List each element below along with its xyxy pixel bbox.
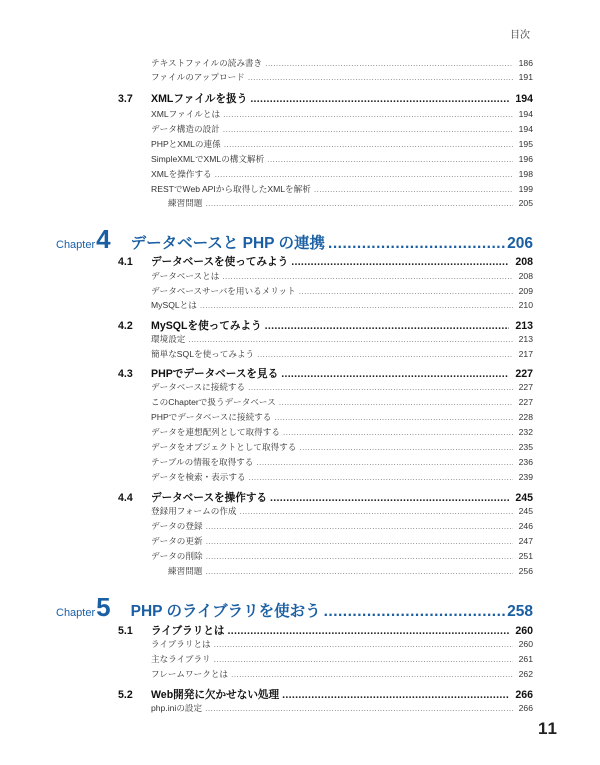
toc-subsection-entry[interactable] [151,411,533,423]
dot-leader [265,320,509,332]
subsection-title: XMLを操作する [151,169,212,179]
toc-chapter-entry[interactable] [56,594,533,621]
toc-subsection-entry[interactable] [151,183,533,195]
toc-section-entry[interactable] [118,687,533,702]
toc-subsection-entry[interactable] [151,520,533,532]
toc-page-number: 213 [515,320,533,332]
dot-leader [281,368,509,380]
chapter-number: 4 [96,224,111,254]
section-title: Web開発に欠かせない処理 [151,689,280,701]
toc-page-number: 194 [518,124,533,134]
toc-page-number: 256 [518,566,533,576]
toc-subsection-entry[interactable] [151,57,533,69]
toc-page-number: 247 [518,536,533,546]
dot-leader [205,566,513,576]
dot-leader [249,472,513,482]
toc-page-number: 261 [518,654,533,664]
subsection-title: データ構造の設計 [151,124,220,134]
toc-page-number: 251 [518,551,533,561]
toc-subsection-entry[interactable] [151,123,533,135]
toc-exercise-entry[interactable] [168,197,533,209]
section-number: 5.2 [118,689,133,701]
toc-page-number: 198 [518,169,533,179]
toc-page-number: 266 [518,703,533,713]
subsection-title: 練習問題 [168,566,203,576]
toc-page-number: 236 [518,457,533,467]
toc-subsection-entry[interactable] [151,348,533,360]
subsection-title: データを連想配列として取得する [151,427,280,437]
toc-page-number: 205 [518,198,533,208]
subsection-title: このChapterで扱うデータベース [151,397,276,407]
subsection-title: RESTでWeb APIから取得したXMLを解析 [151,184,311,194]
section-number: 4.3 [118,368,133,380]
dot-leader [250,93,509,105]
dot-leader [188,334,513,344]
page-number: 11 [538,719,558,738]
section-number: 4.4 [118,492,133,504]
chapter-title: PHP のライブラリを使おう [130,603,321,620]
dot-leader [214,654,513,664]
dot-leader [214,639,513,649]
dot-leader [328,235,505,253]
subsection-title: PHPでデータベースに接続する [151,412,272,422]
dot-leader [299,442,513,452]
toc-page-number: 217 [518,349,533,359]
chapter-label: Chapter [56,239,96,251]
dot-leader [228,625,509,637]
dot-leader [291,256,509,268]
section-title: MySQLを使ってみよう [151,320,262,332]
toc-page-number: 227 [518,397,533,407]
toc-subsection-entry[interactable] [151,471,533,483]
toc-subsection-entry[interactable] [151,108,533,120]
dot-leader [267,154,513,164]
subsection-title: 主なライブラリ [151,654,211,664]
dot-leader [279,397,513,407]
toc-subsection-entry[interactable] [151,535,533,547]
subsection-title: データの更新 [151,536,203,546]
section-title: ライブラリとは [151,625,225,637]
toc-page-number: 208 [515,256,533,268]
toc-subsection-entry[interactable] [151,299,533,311]
chapter-label: Chapter [56,607,96,619]
toc-page-number: 258 [507,603,533,620]
dot-leader [248,382,513,392]
subsection-title: データベースに接続する [151,382,246,392]
toc-page-number: 227 [515,368,533,380]
subsection-title: データベースとは [151,271,220,281]
subsection-title: ライブラリとは [151,639,211,649]
section-title: XMLファイルを扱う [151,93,248,105]
toc-page-number: 227 [518,382,533,392]
dot-leader [224,139,513,149]
section-number: 5.1 [118,625,133,637]
toc-chapter-entry[interactable] [56,226,533,253]
toc-page-number: 210 [518,300,533,310]
toc-section-entry[interactable] [118,91,533,106]
dot-leader [270,492,509,504]
toc-subsection-entry[interactable] [151,668,533,680]
toc-subsection-entry[interactable] [151,550,533,562]
toc-page-number: 213 [518,334,533,344]
toc-page-number: 208 [518,271,533,281]
dot-leader [283,427,513,437]
subsection-title: 簡単なSQLを使ってみよう [151,349,255,359]
toc-subsection-entry[interactable] [151,441,533,453]
toc-page-number: 245 [515,492,533,504]
toc-section-entry[interactable] [118,366,533,381]
dot-leader [205,198,513,208]
toc-subsection-entry[interactable] [151,426,533,438]
subsection-title: データをオブジェクトとして取得する [151,442,297,452]
toc-page-number: 206 [507,235,533,252]
dot-leader [257,349,513,359]
subsection-title: 練習問題 [168,198,203,208]
dot-leader [215,169,513,179]
subsection-title: データの登録 [151,521,203,531]
chapter-title: データベースと PHP の連携 [130,235,326,252]
toc-page-number: 228 [518,412,533,422]
toc-subsection-entry[interactable] [151,168,533,180]
toc-subsection-entry[interactable] [151,456,533,468]
toc-page-number: 199 [518,184,533,194]
toc-subsection-entry[interactable] [151,270,533,282]
toc-section-entry[interactable] [118,318,533,333]
dot-leader [240,506,513,516]
section-number: 3.7 [118,93,133,105]
toc-subsection-entry[interactable] [151,138,533,150]
dot-leader [231,669,513,679]
toc-subsection-entry[interactable] [151,505,533,517]
toc-page-number: 260 [515,625,533,637]
dot-leader [314,184,513,194]
toc-page-number: 191 [518,72,533,82]
subsection-title: テキストファイルの読み書き [151,58,263,68]
dot-leader [256,457,513,467]
subsection-title: テーブルの情報を取得する [151,457,254,467]
subsection-title: 環境設定 [151,334,186,344]
subsection-title: データの削除 [151,551,203,561]
toc-exercise-entry[interactable] [168,565,533,577]
dot-leader [223,124,513,134]
toc-subsection-entry[interactable] [151,333,533,345]
toc-subsection-entry[interactable] [151,702,533,714]
dot-leader [324,603,506,621]
toc-section-entry[interactable] [118,490,533,505]
subsection-title: MySQLとは [151,300,197,310]
toc-page-number: 232 [518,427,533,437]
toc-page-number: 260 [518,639,533,649]
running-header: 目次 [510,30,530,41]
toc-page-number: 245 [518,506,533,516]
toc-page-number: 209 [518,286,533,296]
dot-leader [206,551,513,561]
dot-leader [248,72,513,82]
dot-leader [265,58,513,68]
toc-subsection-entry[interactable] [151,653,533,665]
dot-leader [223,109,513,119]
toc-page-number: 262 [518,669,533,679]
toc-page-number: 239 [518,472,533,482]
dot-leader [282,689,509,701]
toc-subsection-entry[interactable] [151,71,533,83]
toc-section-entry[interactable] [118,623,533,638]
subsection-title: ファイルのアップロード [151,72,245,82]
toc-subsection-entry[interactable] [151,381,533,393]
toc-subsection-entry[interactable] [151,396,533,408]
dot-leader [274,412,513,422]
toc-page-number: 235 [518,442,533,452]
subsection-title: データを検索・表示する [151,472,246,482]
toc-page-number: 266 [515,689,533,701]
dot-leader [222,271,513,281]
toc-section-entry[interactable] [118,254,533,269]
subsection-title: XMLファイルとは [151,109,221,119]
toc-page-number: 195 [518,139,533,149]
section-title: PHPでデータベースを見る [151,368,279,380]
toc-page-number: 194 [518,109,533,119]
subsection-title: フレームワークとは [151,669,229,679]
toc-subsection-entry[interactable] [151,638,533,650]
toc-page-number: 196 [518,154,533,164]
section-number: 4.1 [118,256,133,268]
toc-subsection-entry[interactable] [151,153,533,165]
toc-subsection-entry[interactable] [151,285,533,297]
dot-leader [205,703,513,713]
section-number: 4.2 [118,320,133,332]
toc-page-number: 186 [518,58,533,68]
dot-leader [200,300,513,310]
dot-leader [206,536,513,546]
dot-leader [206,521,513,531]
subsection-title: 登録用フォームの作成 [151,506,237,516]
dot-leader [299,286,513,296]
toc-page-number: 194 [515,93,533,105]
subsection-title: SimpleXMLでXMLの構文解析 [151,154,265,164]
section-title: データベースを操作する [151,492,268,504]
section-title: データベースを使ってみよう [151,256,289,268]
chapter-number: 5 [96,592,111,622]
toc-page-number: 246 [518,521,533,531]
subsection-title: php.iniの設定 [151,703,203,713]
subsection-title: データベースサーバを用いるメリット [151,286,296,296]
subsection-title: PHPとXMLの連係 [151,139,221,149]
